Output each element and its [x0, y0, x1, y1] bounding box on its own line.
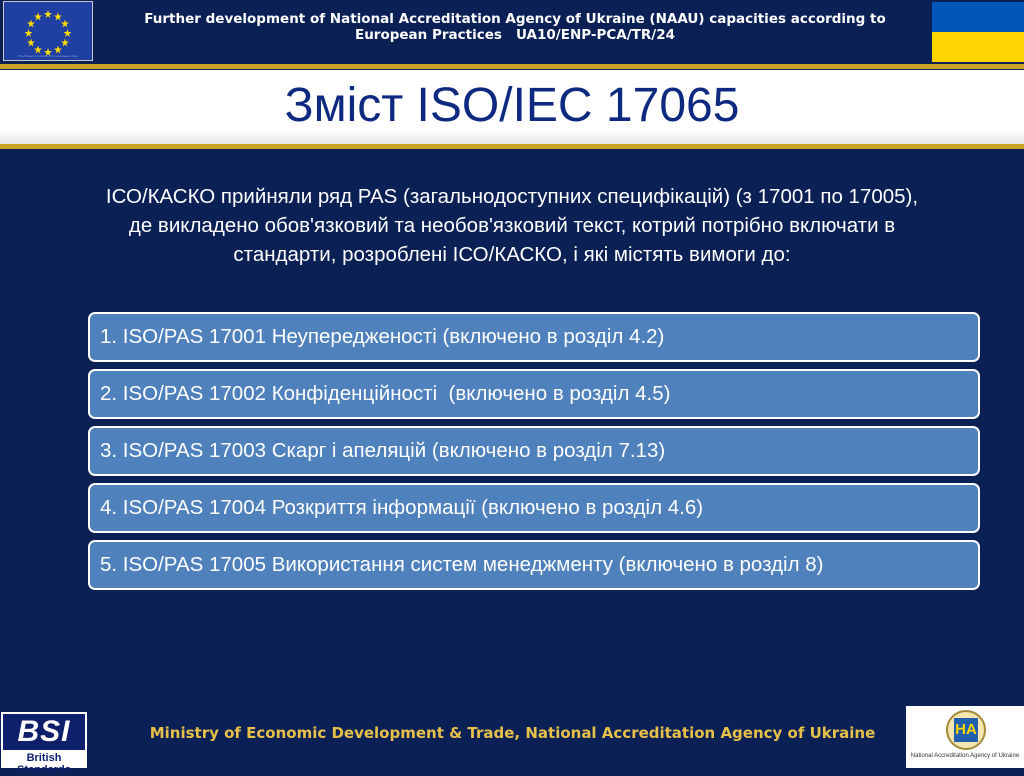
- project-title-line-1: Further development of National Accreditation Agency of Ukraine (NAAU) capacities according to: [144, 11, 886, 27]
- eu-flag-icon: [3, 1, 93, 61]
- pas-list: [88, 312, 980, 597]
- bsi-logo-icon: [1, 712, 87, 776]
- naau-logo-ring: [946, 710, 986, 750]
- list-item-5: 5. ISO/PAS 17005 Використання систем менеджменту (включено в розділ 8): [88, 540, 980, 590]
- naau-logo-mark: НА: [954, 718, 978, 742]
- gold-divider-top: [0, 64, 1024, 69]
- naau-logo-icon: [906, 706, 1024, 768]
- gold-divider-bottom: [0, 144, 1024, 149]
- list-item-1: 1. ISO/PAS 17001 Неупередженості (включено в розділ 4.2): [88, 312, 980, 362]
- bsi-logo-caption: British Standards: [17, 752, 71, 776]
- bsi-logo-mark: BSI: [3, 714, 85, 750]
- eu-flag-caption: This Project is funded by the European Union: [17, 54, 79, 58]
- list-item-3: 3. ISO/PAS 17003 Скарг і апеляцій (включено в розділ 7.13): [88, 426, 980, 476]
- list-item-2: 2. ISO/PAS 17002 Конфіденційності (включено в розділ 4.5): [88, 369, 980, 419]
- footer-text: Ministry of Economic Development & Trade, National Accreditation Agency of Ukraine: [149, 724, 876, 742]
- project-title: [110, 11, 920, 43]
- title-band: [0, 70, 1024, 144]
- intro-paragraph: ІСО/КАСКО прийняли ряд PAS (загальнодоступних специфікацій) (з 17001 по 17005), де викладено обов'язковий та необов'язковий текст, котрий потрібно включати в стандарти, розроблені ІСО/КАСКО, і які містять вимоги до:: [105, 185, 919, 266]
- project-title-line-2: European Practices UA10/ENP-PCA/TR/24: [354, 27, 676, 43]
- slide-title: Зміст ISO/IEC 17065: [284, 79, 740, 132]
- naau-logo-caption: National Accreditation Agency of Ukraine: [910, 753, 1020, 759]
- header-band: [0, 0, 1024, 64]
- list-item-4: 4. ISO/PAS 17004 Розкриття інформації (включено в розділ 4.6): [88, 483, 980, 533]
- ukraine-flag-icon: [932, 2, 1024, 62]
